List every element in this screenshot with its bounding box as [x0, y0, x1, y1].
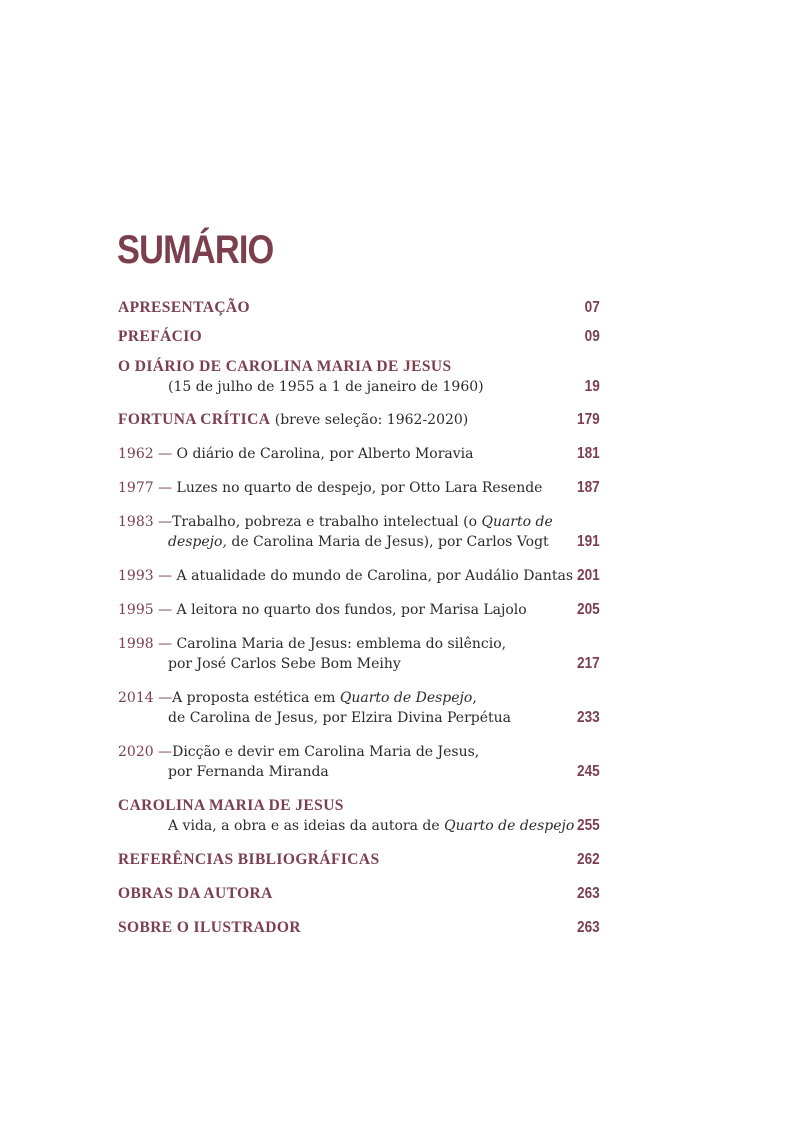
- toc-text: por José Carlos Sebe Bom Meihy: [168, 656, 401, 672]
- toc-entry-1998[interactable]: [118, 634, 600, 674]
- toc-text-italic: Quarto de Despejo: [339, 690, 473, 706]
- toc-heading: OBRAS DA AUTORA: [118, 885, 273, 902]
- toc-entry-2014[interactable]: [118, 688, 600, 728]
- page-number: 191: [577, 533, 600, 550]
- toc-text: A atualidade do mundo de Carolina, por Audálio Dantas: [172, 568, 574, 584]
- page-number: 201: [577, 567, 600, 584]
- toc-subtitle: (15 de julho de 1955 a 1 de janeiro de 1960): [168, 379, 484, 395]
- toc-entry-1995[interactable]: [118, 600, 600, 620]
- toc-entry-obras[interactable]: [118, 884, 600, 904]
- page-number: 07: [584, 299, 600, 316]
- toc-entry-carolina[interactable]: [118, 796, 600, 836]
- toc-subtitle: A vida, a obra e as ideias da autora de: [168, 818, 445, 834]
- toc-entry-2020[interactable]: [118, 742, 600, 782]
- toc-text: Dicção e devir em Carolina Maria de Jesus,: [172, 744, 480, 760]
- page-number: 181: [577, 445, 600, 462]
- toc-year: 1993 —: [118, 568, 173, 584]
- toc-heading: O DIÁRIO DE CAROLINA MARIA DE JESUS: [118, 358, 452, 375]
- toc-text-italic: despejo,: [168, 534, 227, 550]
- toc-year: 1983 —: [118, 514, 173, 530]
- page-number: 233: [577, 709, 600, 726]
- toc-heading: APRESENTAÇÃO: [118, 299, 250, 316]
- toc-entry-diario[interactable]: [118, 357, 600, 397]
- page-number: 263: [577, 885, 600, 902]
- toc-text: Luzes no quarto de despejo, por Otto Lara Resende: [172, 480, 543, 496]
- page-number: 263: [577, 919, 600, 936]
- page-number: 187: [577, 479, 600, 496]
- toc-heading: REFERÊNCIAS BIBLIOGRÁFICAS: [118, 851, 380, 868]
- page-number: 19: [584, 378, 600, 395]
- page-number: 205: [577, 601, 600, 618]
- toc-year: 1962 —: [118, 446, 173, 462]
- toc-text: O diário de Carolina, por Alberto Moravia: [172, 446, 474, 462]
- page-number: 245: [577, 763, 600, 780]
- toc-entry-referencias[interactable]: [118, 850, 600, 870]
- toc-entry-1993[interactable]: [118, 566, 600, 586]
- page-number: 217: [577, 655, 600, 672]
- toc-year: 1998 —: [118, 636, 173, 652]
- page-title: SUMÁRIO: [117, 228, 274, 272]
- page-number: 09: [584, 328, 600, 345]
- page-number: 179: [577, 411, 600, 428]
- toc-year: 1977 —: [118, 480, 173, 496]
- toc-entry-prefacio[interactable]: [118, 327, 600, 347]
- toc-entry-1962[interactable]: [118, 444, 600, 464]
- toc-text: por Fernanda Miranda: [168, 764, 329, 780]
- toc-text: A proposta estética em: [172, 690, 340, 706]
- toc-text-italic: Quarto de: [481, 514, 553, 530]
- page-number: 255: [577, 817, 600, 834]
- toc-entry-ilustrador[interactable]: [118, 918, 600, 938]
- toc-year: 1995 —: [118, 602, 173, 618]
- toc-year: 2020 —: [118, 744, 173, 760]
- toc-text: A leitora no quarto dos fundos, por Marisa Lajolo: [172, 602, 527, 618]
- toc-subtitle: (breve seleção: 1962-2020): [270, 412, 469, 428]
- toc-text: Trabalho, pobreza e trabalho intelectual (o: [172, 514, 482, 530]
- toc-year: 2014 —: [118, 690, 173, 706]
- toc-text: de Carolina Maria de Jesus), por Carlos Vogt: [226, 534, 549, 550]
- toc-heading: CAROLINA MARIA DE JESUS: [118, 797, 344, 814]
- toc-entry-apresentacao[interactable]: [118, 298, 600, 318]
- toc-heading: FORTUNA CRÍTICA: [118, 411, 271, 428]
- toc-text-italic: Quarto de despejo: [444, 818, 575, 834]
- toc-heading: PREFÁCIO: [118, 328, 203, 345]
- page-number: 262: [577, 851, 600, 868]
- toc-text: de Carolina de Jesus, por Elzira Divina Perpétua: [168, 710, 512, 726]
- toc-entry-fortuna-critica[interactable]: [118, 410, 600, 430]
- toc-text: Carolina Maria de Jesus: emblema do silêncio,: [176, 636, 507, 652]
- toc-heading: SOBRE O ILUSTRADOR: [118, 919, 301, 936]
- toc-text: ,: [472, 690, 477, 706]
- toc-entry-1983[interactable]: [118, 512, 600, 552]
- toc-entry-1977[interactable]: [118, 478, 600, 498]
